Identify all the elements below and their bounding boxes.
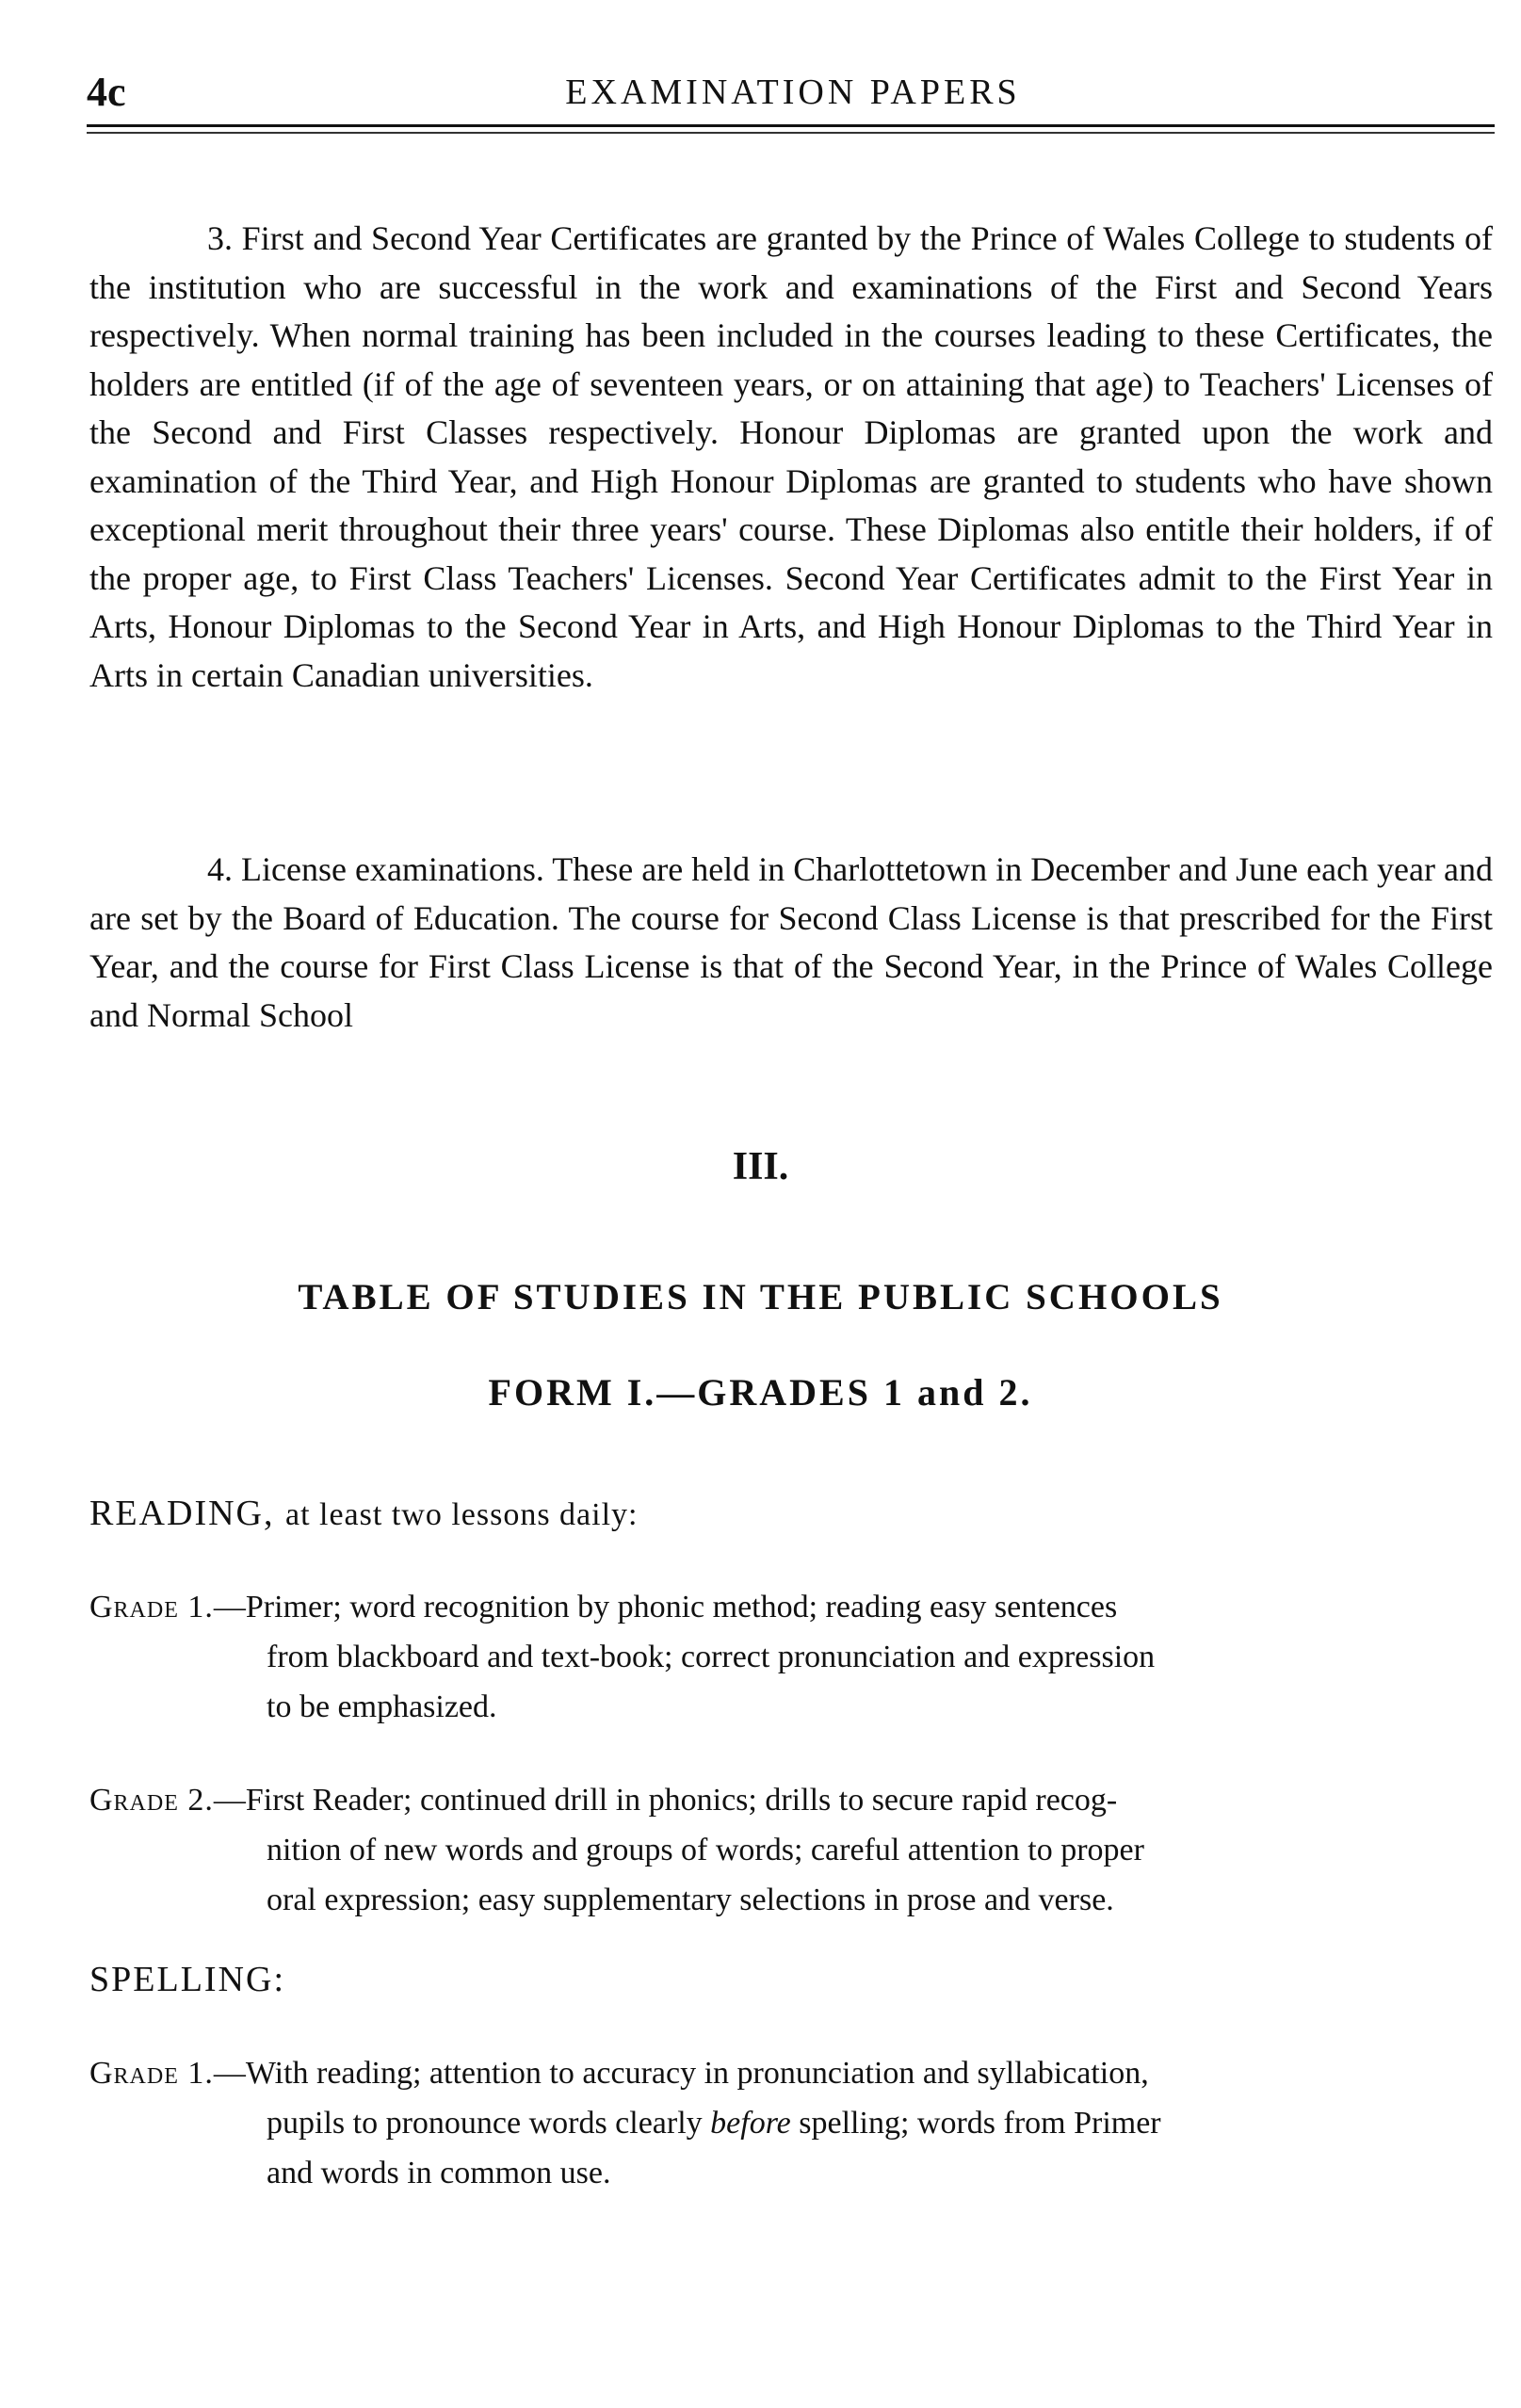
page-header: [87, 68, 1499, 124]
grade-text-part: pupils to pronounce words clearly: [267, 2106, 703, 2141]
form-title: FORM I.—GRADES 1 and 2.: [488, 1371, 1033, 1414]
grade-text: —With reading; attention to accuracy in pronunciation and syllabication,: [213, 2056, 1149, 2091]
grade-label: Grade 1.: [89, 1590, 214, 1624]
reading-note: at least two lessons daily:: [284, 1497, 639, 1532]
grade-label: Grade 1.: [89, 2056, 214, 2091]
grade-text-part: spelling; words from Primer: [799, 2106, 1161, 2141]
header-rule: [87, 124, 1495, 127]
paragraph-4: 4. License examinations. These are held in Charlottetown in December and June each year and are set by the Board of Education. The course for Second Class License is that prescribed for the First Year, and the course for First Class License is that of the Second Year, in the Prince of Wales College and Normal School: [89, 850, 1493, 1034]
spelling-grade-1: [89, 2048, 1493, 2198]
reading-label: READING,: [89, 1494, 275, 1533]
reading-grade-2: [89, 1775, 1493, 1925]
page-number: 4c: [87, 69, 126, 115]
spelling-heading: SPELLING:: [89, 1960, 285, 1999]
grade-text: nition of new words and groups of words; careful attention to proper: [267, 1833, 1144, 1867]
grade-text: [89, 2098, 1493, 2148]
reading-heading: [89, 1493, 639, 1534]
grade-text: and words in common use.: [267, 2156, 611, 2190]
grade-label: Grade 2.: [89, 1783, 214, 1818]
header-rule-thin: [87, 132, 1495, 134]
grade-text: to be emphasized.: [267, 1689, 497, 1724]
section-number: III.: [732, 1145, 789, 1188]
grade-text: oral expression; easy supplementary selections in prose and verse.: [267, 1883, 1114, 1917]
paragraph-3: 3. First and Second Year Certificates are granted by the Prince of Wales College to students of the institution who are successful in the work and examinations of the First and Second Years respectively. When normal training has been included in the courses leading to these Certificates, the holders are entitled (if of the age of seventeen years, or on attaining that age) to Teachers' Licenses of the Second and First Classes respectively. Honour Diplomas are granted upon the work and examination of the Third Year, and High Honour Diplomas are granted to students who have shown exceptional merit throughout their three years' course. These Diplomas also entitle their holders, if of the proper age, to First Class Teachers' Licenses. Second Year Certificates admit to the First Year in Arts, Honour Diplomas to the Second Year in Arts, and High Honour Diplomas to the Third Year in Arts in certain Canadian universities.: [89, 219, 1493, 694]
table-title: TABLE OF STUDIES IN THE PUBLIC SCHOOLS: [298, 1277, 1223, 1317]
grade-text: —Primer; word recognition by phonic method; reading easy sentences: [213, 1590, 1118, 1624]
grade-text: from blackboard and text-book; correct pronunciation and expression: [267, 1640, 1156, 1674]
running-head: EXAMINATION PAPERS: [565, 73, 1021, 112]
emphasis: before: [710, 2106, 791, 2141]
grade-text: —First Reader; continued drill in phonics; drills to secure rapid recog-: [213, 1783, 1118, 1818]
reading-grade-1: [89, 1582, 1493, 1732]
